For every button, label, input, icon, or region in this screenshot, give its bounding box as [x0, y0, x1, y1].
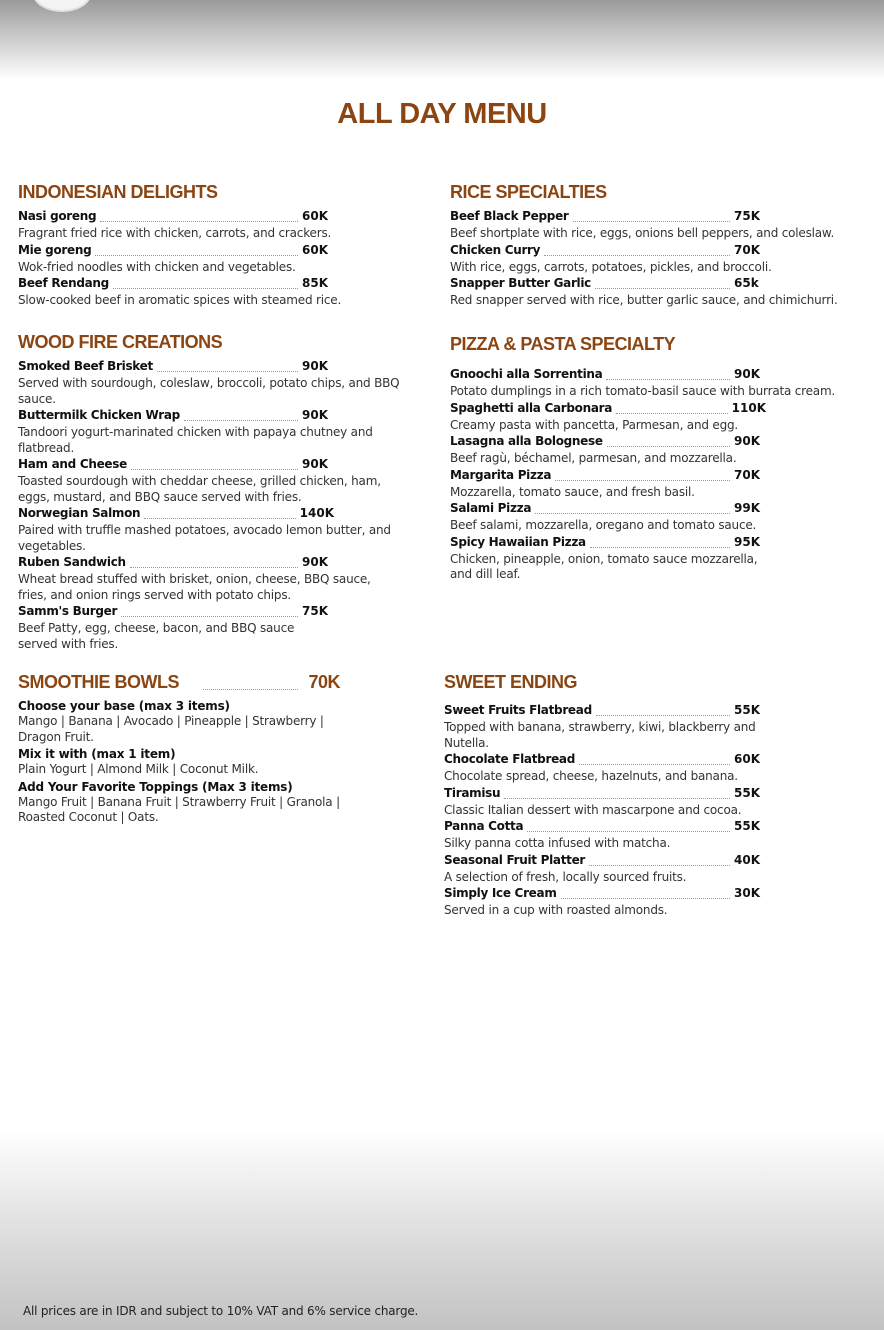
item-price: 55K	[734, 703, 760, 717]
menu-item	[18, 209, 334, 242]
dot-leader	[535, 505, 730, 514]
section-title: INDONESIAN DELIGHTS	[18, 182, 218, 202]
item-description: Silky panna cotta infused with matcha.	[444, 836, 671, 850]
item-price: 75K	[302, 604, 328, 618]
dot-leader	[157, 363, 298, 372]
item-name: Nasi goreng	[18, 209, 97, 223]
dot-leader	[589, 857, 730, 866]
item-price: 40K	[734, 852, 760, 867]
item-price: 90K	[302, 457, 328, 471]
dot-leader	[607, 438, 730, 447]
item-name: Spicy Hawaiian Pizza	[450, 534, 586, 549]
item-price: 95K	[734, 534, 760, 549]
dot-leader	[596, 707, 730, 716]
item-description: Chicken, pineapple, onion, tomato sauce mozzarella, and dill leaf.	[450, 551, 758, 581]
item-name: Seasonal Fruit Platter	[444, 852, 586, 867]
section-smoothie-bowls	[18, 672, 378, 827]
menu-item	[444, 853, 766, 886]
dot-leader	[595, 280, 730, 289]
dot-leader	[561, 890, 730, 899]
item-name: Ham and Cheese	[18, 457, 127, 471]
item-price: 110K	[731, 400, 766, 415]
item-price: 85K	[302, 276, 328, 290]
section-indonesian-delights	[18, 182, 342, 310]
menu-item	[18, 276, 342, 309]
menu-item	[450, 434, 766, 467]
menu-item	[444, 752, 766, 785]
section-wood-fire-creations	[18, 332, 400, 653]
toppings-label: Add Your Favorite Toppings (Max 3 items)	[18, 779, 293, 794]
section-price: 70K	[308, 672, 340, 692]
item-price: 90K	[302, 555, 328, 569]
item-name: Spaghetti alla Carbonara	[450, 400, 613, 415]
item-price: 30K	[734, 886, 760, 900]
menu-item	[450, 242, 772, 276]
dot-leader	[113, 280, 298, 289]
item-description: Toasted sourdough with cheddar cheese, grilled chicken, ham, eggs, mustard, and BBQ sauce served with fries.	[18, 474, 381, 504]
base-label: Choose your base (max 3 items)	[18, 699, 230, 713]
item-description: Beef ragù, béchamel, parmesan, and mozzarella.	[450, 451, 737, 465]
dot-leader	[544, 247, 730, 256]
dot-leader	[100, 213, 298, 222]
item-description: Creamy pasta with pancetta, Parmesan, and egg.	[450, 417, 739, 432]
item-description: Paired with truffle mashed potatoes, avocado lemon butter, and vegetables.	[18, 523, 391, 553]
item-name: Gnoochi alla Sorrentina	[450, 367, 603, 381]
section-sweet-ending	[444, 672, 766, 920]
item-price: 99K	[734, 501, 760, 515]
dot-leader	[203, 681, 298, 690]
item-description: A selection of fresh, locally sourced fruits.	[444, 869, 687, 884]
section-title: SMOOTHIE BOWLS	[18, 672, 179, 692]
item-price: 90K	[734, 367, 760, 381]
item-description: Wheat bread stuffed with brisket, onion, cheese, BBQ sauce, fries, and onion rings served with potato chips.	[18, 572, 371, 602]
item-description: Tandoori yogurt-marinated chicken with papaya chutney and flatbread.	[18, 425, 373, 455]
mix-label: Mix it with (max 1 item)	[18, 747, 176, 761]
item-price: 60K	[302, 242, 328, 257]
menu-item	[18, 555, 371, 603]
item-name: Samm's Burger	[18, 604, 118, 618]
dot-leader	[144, 510, 295, 519]
section-title: RICE SPECIALTIES	[450, 182, 607, 202]
item-name: Smoked Beef Brisket	[18, 359, 153, 373]
item-price: 55K	[734, 819, 760, 833]
item-description: Beef salami, mozzarella, oregano and tomato sauce.	[450, 518, 757, 532]
base-options: Mango | Banana | Avocado | Pineapple | Strawberry | Dragon Fruit.	[18, 714, 324, 744]
item-price: 60K	[734, 752, 760, 766]
dot-leader	[130, 559, 298, 568]
menu-item	[450, 535, 766, 583]
section-title: WOOD FIRE CREATIONS	[18, 332, 223, 352]
item-description: Mozzarella, tomato sauce, and fresh basil.	[450, 484, 695, 499]
menu-item	[18, 243, 334, 276]
item-name: Mie goreng	[18, 242, 92, 257]
item-price: 55K	[734, 785, 760, 800]
item-name: Salami Pizza	[450, 501, 532, 515]
item-name: Ruben Sandwich	[18, 555, 126, 569]
item-name: Sweet Fruits Flatbread	[444, 703, 592, 717]
item-name: Panna Cotta	[444, 819, 524, 833]
item-name: Tiramisu	[444, 785, 501, 800]
item-description: Slow-cooked beef in aromatic spices with steamed rice.	[18, 293, 342, 307]
menu-item	[18, 359, 400, 407]
menu-item	[18, 408, 373, 456]
toppings-options: Mango Fruit | Banana Fruit | Strawberry Fruit | Granola | Roasted Coconut | Oats.	[18, 794, 340, 824]
dot-leader	[121, 608, 298, 617]
item-name: Lasagna alla Bolognese	[450, 434, 603, 448]
item-description: Beef Patty, egg, cheese, bacon, and BBQ sauce served with fries.	[18, 621, 295, 651]
item-name: Snapper Butter Garlic	[450, 276, 591, 290]
menu-item	[18, 506, 391, 554]
item-name: Beef Black Pepper	[450, 209, 569, 223]
item-description: Beef shortplate with rice, eggs, onions bell peppers, and coleslaw.	[450, 226, 835, 240]
item-name: Simply Ice Cream	[444, 886, 557, 900]
item-price: 60K	[302, 209, 328, 223]
item-price: 90K	[302, 408, 328, 422]
item-description: Potato dumplings in a rich tomato-basil sauce with burrata cream.	[450, 384, 836, 398]
menu-item	[18, 457, 381, 505]
dot-leader	[527, 823, 730, 832]
dot-leader	[573, 213, 730, 222]
section-title: SWEET ENDING	[444, 672, 578, 692]
menu-item	[450, 276, 838, 309]
section-title: PIZZA & PASTA SPECIALTY	[450, 334, 676, 354]
item-price: 70K	[734, 467, 760, 482]
item-description: With rice, eggs, carrots, potatoes, pickles, and broccoli.	[450, 259, 772, 274]
top-shade	[0, 0, 884, 80]
dot-leader	[590, 539, 730, 548]
dot-leader	[95, 247, 298, 256]
dot-leader	[504, 790, 730, 799]
item-price: 70K	[734, 242, 760, 257]
price-disclaimer: All prices are in IDR and subject to 10% VAT and 6% service charge.	[23, 1304, 419, 1318]
mix-options: Plain Yogurt | Almond Milk | Coconut Milk.	[18, 762, 259, 776]
menu-item	[444, 786, 766, 819]
section-rice-specialties	[450, 182, 838, 310]
dot-leader	[616, 405, 728, 414]
item-description: Fragrant fried rice with chicken, carrots, and crackers.	[18, 226, 332, 240]
item-price: 140K	[299, 506, 334, 520]
item-price: 90K	[302, 359, 328, 373]
item-description: Classic Italian dessert with mascarpone and cocoa.	[444, 802, 742, 817]
dot-leader	[184, 412, 298, 421]
item-name: Margarita Pizza	[450, 467, 552, 482]
menu-item	[444, 703, 766, 751]
menu-item	[450, 367, 836, 400]
menu-item	[444, 819, 766, 852]
item-description: Wok-fried noodles with chicken and vegetables.	[18, 259, 296, 274]
item-name: Chicken Curry	[450, 242, 541, 257]
menu-item	[18, 604, 334, 652]
item-description: Topped with banana, strawberry, kiwi, blackberry and Nutella.	[444, 720, 756, 750]
section-pizza-pasta-specialty	[450, 334, 836, 584]
item-name: Buttermilk Chicken Wrap	[18, 408, 180, 422]
menu-item	[450, 468, 766, 501]
item-description: Red snapper served with rice, butter garlic sauce, and chimichurri.	[450, 293, 838, 307]
item-description: Served in a cup with roasted almonds.	[444, 903, 668, 917]
menu-item	[450, 501, 766, 534]
bottom-shade	[0, 1130, 884, 1330]
dot-leader	[555, 472, 730, 481]
item-name: Beef Rendang	[18, 276, 109, 290]
menu-item	[444, 886, 766, 919]
dot-leader	[579, 756, 730, 765]
dot-leader	[606, 371, 730, 380]
menu-item	[450, 209, 835, 242]
dot-leader	[131, 461, 298, 470]
item-price: 90K	[734, 434, 760, 448]
item-price: 75K	[734, 209, 760, 223]
menu-item	[450, 401, 766, 434]
item-description: Served with sourdough, coleslaw, broccoli, potato chips, and BBQ sauce.	[18, 376, 400, 406]
menu-title: ALL DAY MENU	[337, 98, 547, 130]
item-description: Chocolate spread, cheese, hazelnuts, and banana.	[444, 769, 738, 783]
item-name: Chocolate Flatbread	[444, 752, 575, 766]
item-name: Norwegian Salmon	[18, 506, 141, 520]
item-price: 65k	[734, 276, 759, 290]
